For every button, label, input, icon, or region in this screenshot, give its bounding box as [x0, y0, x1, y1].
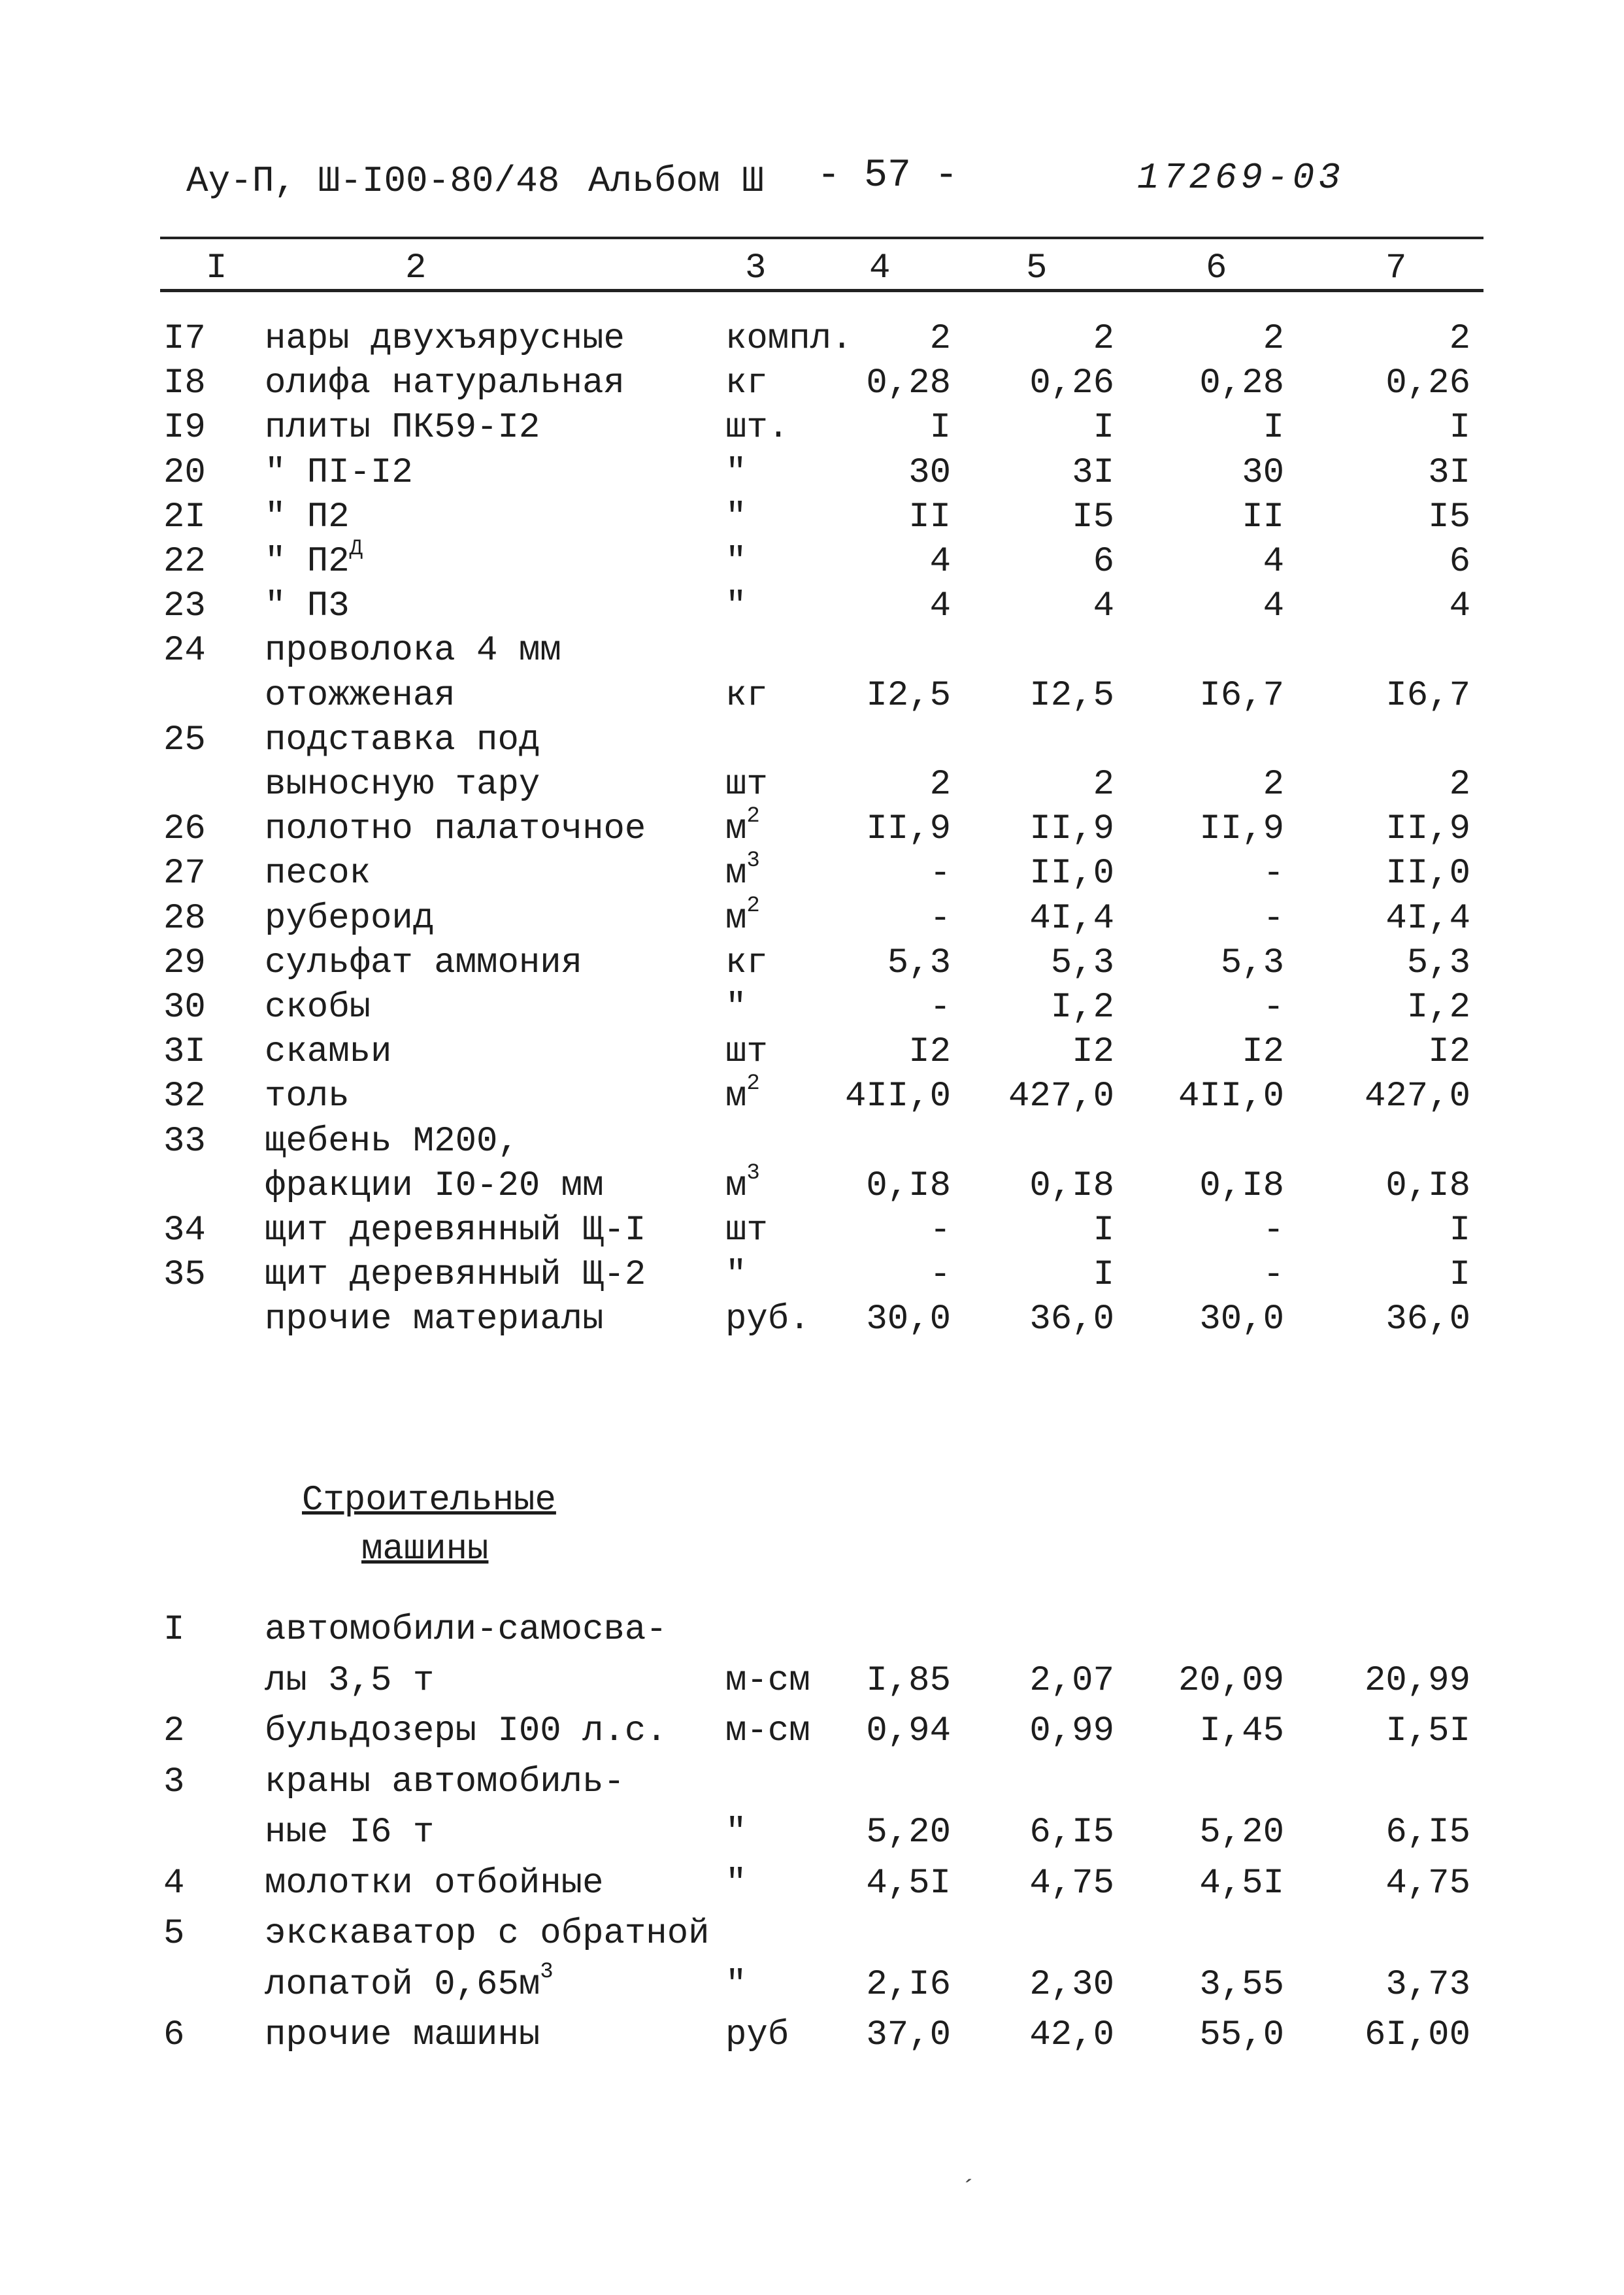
- value-col4: 5,20: [866, 1813, 951, 1852]
- row-number: 30: [163, 988, 206, 1028]
- value-col7: 6,I5: [1385, 1813, 1470, 1852]
- row-name: щебень М200,: [265, 1121, 519, 1162]
- row-name: отожженая: [265, 675, 456, 716]
- table-row: [0, 1914, 1624, 1960]
- row-name: лопатой $0,65м^3$: [265, 1959, 554, 2005]
- value-col4: 0,94: [866, 1711, 951, 1751]
- value-col6: II: [1242, 497, 1284, 537]
- value-col4: 2,I6: [866, 1964, 951, 2005]
- value-col6: 4: [1263, 586, 1284, 627]
- table-row: [0, 631, 1624, 677]
- value-col6: 55,0: [1199, 2015, 1284, 2055]
- row-unit: кг: [725, 943, 768, 983]
- table-row: [0, 1813, 1624, 1858]
- value-col6: 5,20: [1199, 1813, 1284, 1852]
- value-col6: 4II,0: [1178, 1077, 1284, 1117]
- value-col6: 4: [1263, 542, 1284, 582]
- table-row: [0, 408, 1624, 454]
- table-row: [0, 848, 1624, 899]
- value-col6: 4,5I: [1199, 1863, 1284, 1903]
- row-unit: шт: [725, 1032, 768, 1073]
- value-col6: -: [1263, 898, 1284, 939]
- page-number: - 57 -: [817, 154, 959, 198]
- row-name: щит деревянный Щ-I: [265, 1211, 646, 1250]
- column-number: 6: [1206, 248, 1227, 288]
- value-col7: 2: [1449, 765, 1470, 805]
- value-col7: 0,I8: [1385, 1165, 1470, 1206]
- document-number: 17269-03: [1137, 157, 1344, 199]
- value-col4: 0,I8: [866, 1165, 951, 1206]
- row-name: экскаватор с обратной: [265, 1914, 710, 1954]
- table-row: [0, 720, 1624, 766]
- row-name: толь: [265, 1077, 350, 1117]
- value-col7: I: [1449, 1211, 1470, 1250]
- value-col5: 4: [1093, 586, 1114, 627]
- row-name: сульфат аммония: [265, 943, 583, 983]
- table-row: [0, 1610, 1624, 1656]
- value-col5: I: [1093, 1211, 1114, 1250]
- row-unit: ": [725, 497, 747, 537]
- row-unit: ": [725, 586, 747, 627]
- row-unit: компл.: [725, 319, 853, 359]
- table-row: [0, 2015, 1624, 2061]
- value-col7: 6I,00: [1364, 2015, 1470, 2055]
- value-col6: 0,I8: [1199, 1165, 1284, 1206]
- row-unit: ": [725, 1813, 747, 1852]
- album-label: Альбом Ш: [588, 160, 764, 202]
- row-number: 2I: [163, 497, 206, 537]
- value-col4: 5,3: [887, 943, 951, 983]
- doc-code: Ау-П, Ш-I00-80/48: [186, 160, 560, 202]
- row-name: полотно палаточное: [265, 809, 646, 850]
- row-name: песок: [265, 854, 371, 894]
- table-row: [0, 765, 1624, 811]
- value-col4: I2: [908, 1032, 951, 1073]
- table-row: [0, 1071, 1624, 1122]
- table-row: [0, 1122, 1624, 1167]
- row-name: подставка под: [265, 720, 540, 760]
- row-unit: $м^3$: [725, 848, 760, 894]
- value-col6: I: [1263, 408, 1284, 448]
- stray-mark: ´: [961, 2177, 977, 2206]
- value-col6: I,45: [1199, 1711, 1284, 1751]
- row-number: 32: [163, 1077, 206, 1117]
- row-name: " П2: [265, 497, 350, 537]
- table-row: [0, 804, 1624, 855]
- header-rule: [160, 289, 1483, 292]
- row-name: рубероид: [265, 898, 435, 939]
- row-number: 22: [163, 542, 206, 582]
- row-name: щит деревянный Щ-2: [265, 1255, 646, 1296]
- row-number: I8: [163, 363, 206, 404]
- value-col4: 2: [929, 765, 951, 805]
- value-col7: 5,3: [1406, 943, 1470, 983]
- value-col5: 427,0: [1008, 1077, 1114, 1117]
- value-col6: 2: [1263, 319, 1284, 359]
- row-name: прочие машины: [265, 2015, 540, 2055]
- table-row: [0, 497, 1624, 543]
- value-col5: II,9: [1029, 809, 1114, 850]
- value-col5: 2,07: [1029, 1660, 1114, 1701]
- table-row: [0, 453, 1624, 499]
- value-col7: II,9: [1385, 809, 1470, 850]
- value-col5: 0,26: [1029, 363, 1114, 404]
- row-name: выносную тару: [265, 765, 540, 805]
- value-col7: 3,73: [1385, 1964, 1470, 2005]
- value-col5: 0,99: [1029, 1711, 1114, 1751]
- value-col4: II: [908, 497, 951, 537]
- row-unit: шт: [725, 1211, 768, 1250]
- value-col7: 2: [1449, 319, 1470, 359]
- row-number: I9: [163, 408, 206, 448]
- value-col5: I2,5: [1029, 675, 1114, 716]
- section-title-line2: машины: [361, 1530, 489, 1569]
- table-row: [0, 1160, 1624, 1212]
- value-col4: I: [929, 408, 951, 448]
- value-col6: 30: [1242, 452, 1284, 493]
- value-col4: II,9: [866, 809, 951, 850]
- value-col4: -: [929, 1255, 951, 1296]
- row-name: " $П2^Д$: [265, 537, 363, 582]
- row-number: 2: [163, 1711, 185, 1751]
- value-col4: -: [929, 988, 951, 1028]
- column-number: 7: [1385, 248, 1407, 288]
- row-name: проволока 4 мм: [265, 631, 561, 671]
- row-unit: ": [725, 1964, 747, 2005]
- value-col5: 36,0: [1029, 1299, 1114, 1340]
- value-col6: 0,28: [1199, 363, 1284, 404]
- row-number: 6: [163, 2015, 185, 2055]
- table-row: [0, 1299, 1624, 1345]
- value-col4: 30: [908, 452, 951, 493]
- row-unit: кг: [725, 675, 768, 716]
- row-name: фракции I0-20 мм: [265, 1165, 604, 1206]
- value-col5: 0,I8: [1029, 1165, 1114, 1206]
- value-col5: 6,I5: [1029, 1813, 1114, 1852]
- row-name: лы 3,5 т: [265, 1660, 435, 1701]
- row-unit: ": [725, 542, 747, 582]
- superscript: 3: [540, 1959, 554, 1985]
- value-col7: II,0: [1385, 854, 1470, 894]
- value-col5: I: [1093, 1255, 1114, 1296]
- value-col4: 4II,0: [844, 1077, 951, 1117]
- table-row: [0, 1255, 1624, 1301]
- value-col7: 0,26: [1385, 363, 1470, 404]
- row-unit: м-см: [725, 1660, 810, 1701]
- value-col4: 4: [929, 542, 951, 582]
- value-col7: I5: [1428, 497, 1470, 537]
- value-col5: 6: [1093, 542, 1114, 582]
- value-col4: 4: [929, 586, 951, 627]
- value-col6: I6,7: [1199, 675, 1284, 716]
- value-col7: 427,0: [1364, 1077, 1470, 1117]
- table-row: [0, 1211, 1624, 1256]
- value-col7: I6,7: [1385, 675, 1470, 716]
- superscript: 2: [746, 804, 760, 829]
- column-number: I: [206, 248, 227, 288]
- row-unit: ": [725, 1863, 747, 1903]
- table-row: [0, 1959, 1624, 2011]
- table-row: [0, 943, 1624, 989]
- value-col5: I: [1093, 408, 1114, 448]
- value-col6: -: [1263, 1211, 1284, 1250]
- superscript: 3: [746, 848, 760, 874]
- table-row: [0, 988, 1624, 1033]
- value-col7: I: [1449, 1255, 1470, 1296]
- value-col6: 3,55: [1199, 1964, 1284, 2005]
- value-col6: -: [1263, 988, 1284, 1028]
- row-unit: $м^3$: [725, 1160, 760, 1206]
- superscript: 2: [746, 1071, 760, 1097]
- value-col5: 2: [1093, 765, 1114, 805]
- row-unit: $м^2$: [725, 804, 760, 850]
- row-unit: ": [725, 988, 747, 1028]
- row-number: 3I: [163, 1032, 206, 1073]
- value-col4: 2: [929, 319, 951, 359]
- value-col7: I,5I: [1385, 1711, 1470, 1751]
- value-col7: 20,99: [1364, 1660, 1470, 1701]
- row-name: бульдозеры I00 л.с.: [265, 1711, 667, 1751]
- value-col7: 3I: [1428, 452, 1470, 493]
- value-col4: 30,0: [866, 1299, 951, 1340]
- value-col6: II,9: [1199, 809, 1284, 850]
- table-row: [0, 537, 1624, 588]
- row-number: 28: [163, 898, 206, 939]
- value-col5: 4I,4: [1029, 898, 1114, 939]
- value-col6: 20,09: [1178, 1660, 1284, 1701]
- value-col4: -: [929, 898, 951, 939]
- value-col4: 37,0: [866, 2015, 951, 2055]
- value-col5: I2: [1072, 1032, 1114, 1073]
- row-number: 34: [163, 1211, 206, 1250]
- value-col5: I5: [1072, 497, 1114, 537]
- row-name: скобы: [265, 988, 371, 1028]
- value-col5: II,0: [1029, 854, 1114, 894]
- row-unit: руб.: [725, 1299, 810, 1340]
- row-number: 5: [163, 1914, 185, 1954]
- row-number: 24: [163, 631, 206, 671]
- row-number: 33: [163, 1121, 206, 1162]
- row-name: плиты ПК59-I2: [265, 408, 540, 448]
- row-name: олифа натуральная: [265, 363, 625, 404]
- row-number: 26: [163, 809, 206, 850]
- row-unit: ": [725, 1255, 747, 1296]
- row-number: 3: [163, 1762, 185, 1802]
- row-unit: руб: [725, 2015, 789, 2055]
- value-col5: 4,75: [1029, 1863, 1114, 1903]
- value-col5: 5,3: [1050, 943, 1114, 983]
- top-rule: [160, 237, 1483, 239]
- superscript: Д: [349, 537, 363, 561]
- row-name: прочие материалы: [265, 1299, 604, 1340]
- column-number: 4: [869, 248, 891, 288]
- value-col6: -: [1263, 854, 1284, 894]
- value-col7: I: [1449, 408, 1470, 448]
- value-col5: 2: [1093, 319, 1114, 359]
- value-col6: I2: [1242, 1032, 1284, 1073]
- value-col4: -: [929, 1211, 951, 1250]
- value-col6: 2: [1263, 765, 1284, 805]
- value-col7: 6: [1449, 542, 1470, 582]
- row-unit: шт: [725, 765, 768, 805]
- row-number: 23: [163, 586, 206, 627]
- row-name: скамьи: [265, 1032, 392, 1073]
- table-row: [0, 1864, 1624, 1909]
- row-unit: $м^2$: [725, 893, 760, 939]
- row-unit: шт.: [725, 408, 789, 448]
- value-col5: 3I: [1072, 452, 1114, 493]
- value-col4: 4,5I: [866, 1863, 951, 1903]
- value-col6: 30,0: [1199, 1299, 1284, 1340]
- row-unit: ": [725, 452, 747, 493]
- value-col4: I2,5: [866, 675, 951, 716]
- row-unit: кг: [725, 363, 768, 404]
- table-row: [0, 363, 1624, 409]
- value-col5: I,2: [1050, 988, 1114, 1028]
- value-col7: 4I,4: [1385, 898, 1470, 939]
- row-unit: $м^2$: [725, 1071, 760, 1117]
- column-number: 3: [745, 248, 767, 288]
- value-col6: -: [1263, 1255, 1284, 1296]
- row-number: 29: [163, 943, 206, 983]
- value-col4: 0,28: [866, 363, 951, 404]
- row-name: молотки отбойные: [265, 1863, 604, 1903]
- row-number: I: [163, 1610, 185, 1650]
- row-name: нары двухъярусные: [265, 319, 625, 359]
- table-row: [0, 319, 1624, 365]
- table-row: [0, 1032, 1624, 1078]
- table-row: [0, 586, 1624, 632]
- row-number: 35: [163, 1255, 206, 1296]
- value-col5: 42,0: [1029, 2015, 1114, 2055]
- value-col7: I,2: [1406, 988, 1470, 1028]
- table-row: [0, 893, 1624, 945]
- row-name: " П3: [265, 586, 350, 627]
- value-col4: I,85: [866, 1660, 951, 1701]
- table-row: [0, 1762, 1624, 1808]
- superscript: 3: [746, 1160, 760, 1186]
- value-col6: 5,3: [1220, 943, 1284, 983]
- section-title-line1: Строительные: [302, 1481, 556, 1520]
- table-row: [0, 1711, 1624, 1757]
- row-number: I7: [163, 319, 206, 359]
- superscript: 2: [746, 893, 760, 918]
- table-row: [0, 1661, 1624, 1707]
- row-name: краны автомобиль-: [265, 1762, 625, 1802]
- row-number: 27: [163, 854, 206, 894]
- value-col7: 36,0: [1385, 1299, 1470, 1340]
- table-row: [0, 676, 1624, 722]
- row-name: ные I6 т: [265, 1813, 435, 1852]
- column-number: 5: [1026, 248, 1048, 288]
- value-col7: I2: [1428, 1032, 1470, 1073]
- row-number: 25: [163, 720, 206, 760]
- column-number: 2: [405, 248, 427, 288]
- row-number: 4: [163, 1863, 185, 1903]
- row-unit: м-см: [725, 1711, 810, 1751]
- value-col4: -: [929, 854, 951, 894]
- row-name: " ПI-I2: [265, 452, 413, 493]
- value-col7: 4: [1449, 586, 1470, 627]
- value-col5: 2,30: [1029, 1964, 1114, 2005]
- row-number: 20: [163, 452, 206, 493]
- row-name: автомобили-самосва-: [265, 1610, 667, 1650]
- value-col7: 4,75: [1385, 1863, 1470, 1903]
